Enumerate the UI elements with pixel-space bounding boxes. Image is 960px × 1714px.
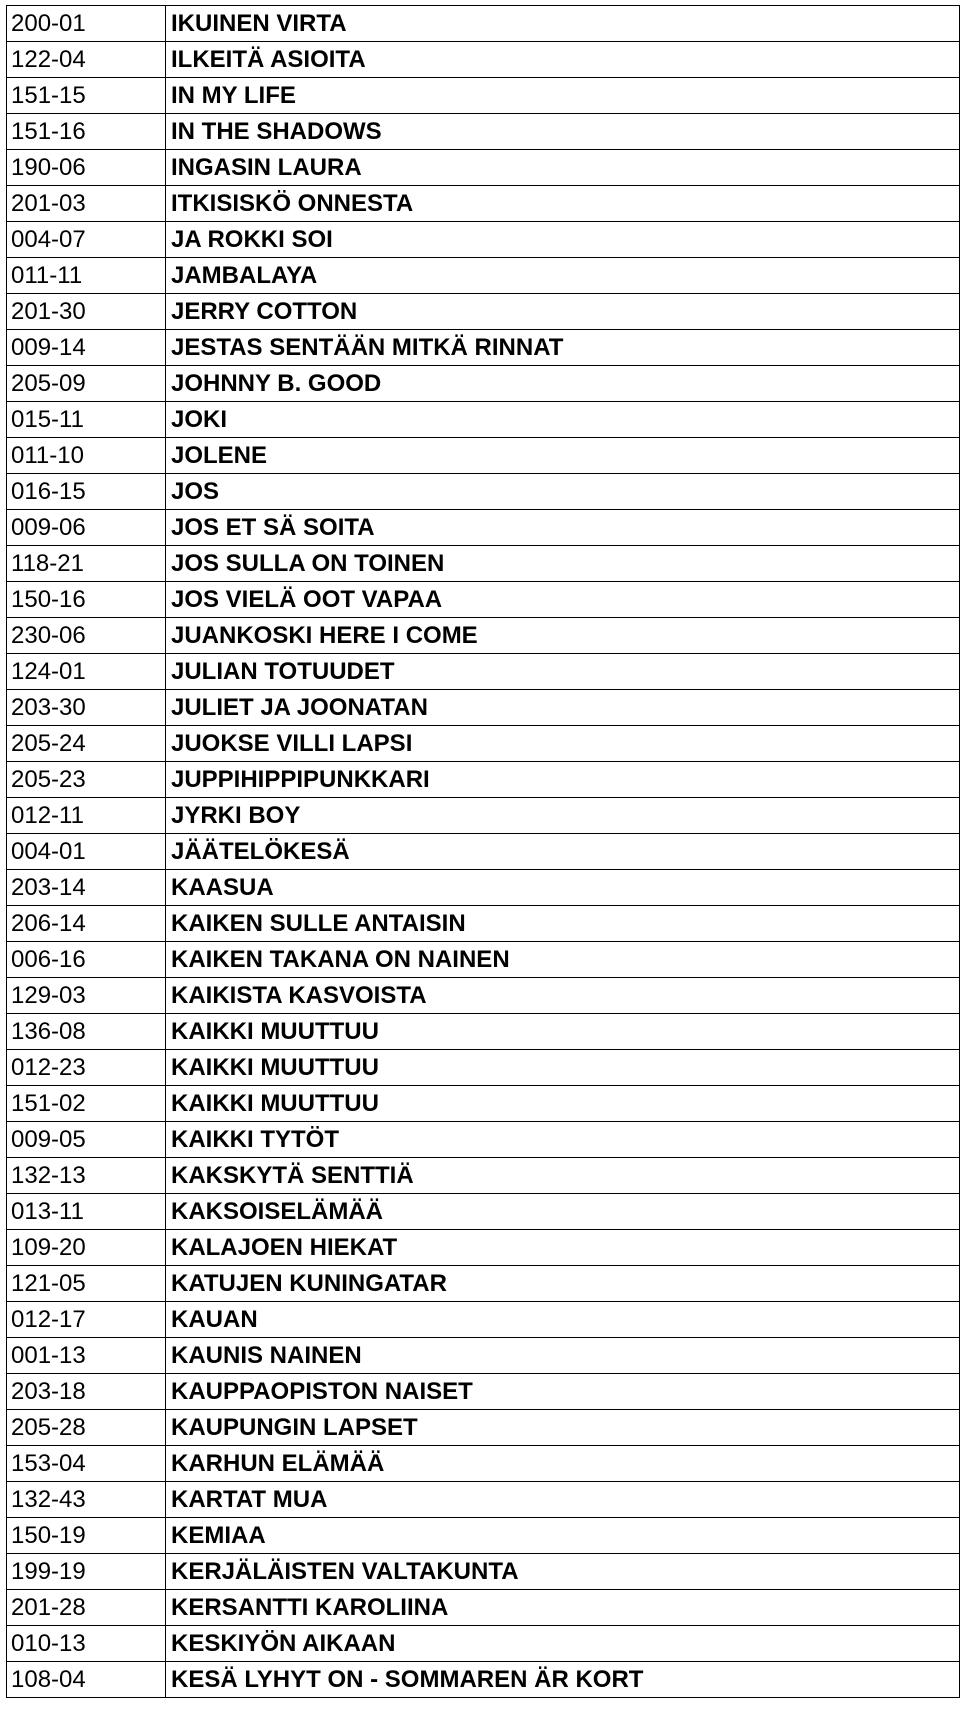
song-code-cell: 004-01 bbox=[7, 834, 166, 870]
song-title-cell: JUOKSE VILLI LAPSI bbox=[165, 726, 959, 762]
table-row bbox=[7, 294, 960, 330]
song-code-cell: 190-06 bbox=[7, 150, 166, 186]
song-code-cell: 203-14 bbox=[7, 870, 166, 906]
song-code-cell: 205-23 bbox=[7, 762, 166, 798]
song-title-cell: JOS SULLA ON TOINEN bbox=[165, 546, 959, 582]
song-title-cell: KALAJOEN HIEKAT bbox=[165, 1230, 959, 1266]
song-title-cell: KAASUA bbox=[165, 870, 959, 906]
song-code-cell: 012-17 bbox=[7, 1302, 166, 1338]
song-code-cell: 009-14 bbox=[7, 330, 166, 366]
table-row bbox=[7, 1338, 960, 1374]
table-row bbox=[7, 546, 960, 582]
table-row bbox=[7, 42, 960, 78]
table-row bbox=[7, 1626, 960, 1662]
song-code-cell: 004-07 bbox=[7, 222, 166, 258]
song-code-cell: 201-03 bbox=[7, 186, 166, 222]
table-row bbox=[7, 1590, 960, 1626]
table-row bbox=[7, 1014, 960, 1050]
song-code-cell: 206-14 bbox=[7, 906, 166, 942]
song-title-cell: ITKISISKÖ ONNESTA bbox=[165, 186, 959, 222]
song-title-cell: KAIKEN SULLE ANTAISIN bbox=[165, 906, 959, 942]
table-row bbox=[7, 1446, 960, 1482]
song-code-cell: 016-15 bbox=[7, 474, 166, 510]
song-title-cell: JAMBALAYA bbox=[165, 258, 959, 294]
song-title-cell: KAUAN bbox=[165, 1302, 959, 1338]
song-code-cell: 150-19 bbox=[7, 1518, 166, 1554]
table-row bbox=[7, 906, 960, 942]
song-title-cell: KAIKKI MUUTTUU bbox=[165, 1086, 959, 1122]
song-title-cell: KAKSOISELÄMÄÄ bbox=[165, 1194, 959, 1230]
table-row bbox=[7, 978, 960, 1014]
table-row bbox=[7, 1302, 960, 1338]
table-row bbox=[7, 330, 960, 366]
song-code-cell: 012-23 bbox=[7, 1050, 166, 1086]
table-row bbox=[7, 1266, 960, 1302]
song-title-cell: JOKI bbox=[165, 402, 959, 438]
table-row bbox=[7, 1158, 960, 1194]
table-row bbox=[7, 186, 960, 222]
song-title-cell: JOHNNY B. GOOD bbox=[165, 366, 959, 402]
song-title-cell: KAUPUNGIN LAPSET bbox=[165, 1410, 959, 1446]
song-code-cell: 108-04 bbox=[7, 1662, 166, 1698]
song-title-cell: KEMIAA bbox=[165, 1518, 959, 1554]
song-title-cell: JOLENE bbox=[165, 438, 959, 474]
song-title-cell: ILKEITÄ ASIOITA bbox=[165, 42, 959, 78]
song-title-cell: KERJÄLÄISTEN VALTAKUNTA bbox=[165, 1554, 959, 1590]
table-row bbox=[7, 1374, 960, 1410]
song-code-cell: 153-04 bbox=[7, 1446, 166, 1482]
table-row bbox=[7, 510, 960, 546]
table-row bbox=[7, 1518, 960, 1554]
song-code-cell: 136-08 bbox=[7, 1014, 166, 1050]
song-title-cell: KAUNIS NAINEN bbox=[165, 1338, 959, 1374]
song-title-cell: KAIKKI MUUTTUU bbox=[165, 1050, 959, 1086]
song-title-cell: KERSANTTI KAROLIINA bbox=[165, 1590, 959, 1626]
table-row bbox=[7, 690, 960, 726]
table-row bbox=[7, 6, 960, 42]
table-row bbox=[7, 942, 960, 978]
song-code-cell: 121-05 bbox=[7, 1266, 166, 1302]
table-row bbox=[7, 438, 960, 474]
song-title-cell: JA ROKKI SOI bbox=[165, 222, 959, 258]
song-title-cell: KAKSKYTÄ SENTTIÄ bbox=[165, 1158, 959, 1194]
song-code-cell: 151-16 bbox=[7, 114, 166, 150]
table-row bbox=[7, 1410, 960, 1446]
table-row bbox=[7, 618, 960, 654]
song-title-cell: JUANKOSKI HERE I COME bbox=[165, 618, 959, 654]
song-title-cell: JOS ET SÄ SOITA bbox=[165, 510, 959, 546]
song-code-cell: 129-03 bbox=[7, 978, 166, 1014]
song-code-cell: 109-20 bbox=[7, 1230, 166, 1266]
song-title-cell: KARTAT MUA bbox=[165, 1482, 959, 1518]
song-title-cell: INGASIN LAURA bbox=[165, 150, 959, 186]
song-code-cell: 150-16 bbox=[7, 582, 166, 618]
song-code-cell: 012-11 bbox=[7, 798, 166, 834]
song-title-cell: KAIKKI MUUTTUU bbox=[165, 1014, 959, 1050]
table-row bbox=[7, 114, 960, 150]
table-row bbox=[7, 1050, 960, 1086]
table-row bbox=[7, 474, 960, 510]
song-title-cell: JERRY COTTON bbox=[165, 294, 959, 330]
song-code-cell: 132-13 bbox=[7, 1158, 166, 1194]
table-row bbox=[7, 1662, 960, 1698]
song-title-cell: KESKIYÖN AIKAAN bbox=[165, 1626, 959, 1662]
table-row bbox=[7, 726, 960, 762]
table-row bbox=[7, 1230, 960, 1266]
song-code-cell: 201-30 bbox=[7, 294, 166, 330]
song-title-cell: JUPPIHIPPIPUNKKARI bbox=[165, 762, 959, 798]
song-code-cell: 006-16 bbox=[7, 942, 166, 978]
song-code-cell: 151-15 bbox=[7, 78, 166, 114]
song-title-cell: JULIET JA JOONATAN bbox=[165, 690, 959, 726]
song-title-cell: KATUJEN KUNINGATAR bbox=[165, 1266, 959, 1302]
table-row bbox=[7, 870, 960, 906]
song-code-cell: 230-06 bbox=[7, 618, 166, 654]
song-title-cell: IN THE SHADOWS bbox=[165, 114, 959, 150]
song-title-cell: IN MY LIFE bbox=[165, 78, 959, 114]
song-title-cell: KAIKEN TAKANA ON NAINEN bbox=[165, 942, 959, 978]
song-code-cell: 122-04 bbox=[7, 42, 166, 78]
table-row bbox=[7, 78, 960, 114]
table-row bbox=[7, 150, 960, 186]
song-title-cell: KAIKISTA KASVOISTA bbox=[165, 978, 959, 1014]
song-code-cell: 203-30 bbox=[7, 690, 166, 726]
song-code-cell: 200-01 bbox=[7, 6, 166, 42]
song-title-cell: JESTAS SENTÄÄN MITKÄ RINNAT bbox=[165, 330, 959, 366]
song-code-cell: 011-10 bbox=[7, 438, 166, 474]
table-row bbox=[7, 258, 960, 294]
song-code-cell: 151-02 bbox=[7, 1086, 166, 1122]
song-code-cell: 205-09 bbox=[7, 366, 166, 402]
song-title-cell: JÄÄTELÖKESÄ bbox=[165, 834, 959, 870]
table-row bbox=[7, 402, 960, 438]
song-title-cell: KESÄ LYHYT ON - SOMMAREN ÄR KORT bbox=[165, 1662, 959, 1698]
song-code-cell: 132-43 bbox=[7, 1482, 166, 1518]
table-row bbox=[7, 366, 960, 402]
table-row bbox=[7, 834, 960, 870]
song-code-cell: 001-13 bbox=[7, 1338, 166, 1374]
table-row bbox=[7, 222, 960, 258]
table-row bbox=[7, 1194, 960, 1230]
song-code-cell: 118-21 bbox=[7, 546, 166, 582]
table-row bbox=[7, 1482, 960, 1518]
song-code-cell: 205-24 bbox=[7, 726, 166, 762]
song-title-cell: KAIKKI TYTÖT bbox=[165, 1122, 959, 1158]
song-title-cell: KAUPPAOPISTON NAISET bbox=[165, 1374, 959, 1410]
song-title-cell: JULIAN TOTUUDET bbox=[165, 654, 959, 690]
song-list-table bbox=[6, 5, 960, 1698]
song-title-cell: IKUINEN VIRTA bbox=[165, 6, 959, 42]
song-code-cell: 013-11 bbox=[7, 1194, 166, 1230]
song-code-cell: 015-11 bbox=[7, 402, 166, 438]
song-code-cell: 009-06 bbox=[7, 510, 166, 546]
table-row bbox=[7, 1554, 960, 1590]
table-row bbox=[7, 762, 960, 798]
table-row bbox=[7, 654, 960, 690]
song-title-cell: JOS VIELÄ OOT VAPAA bbox=[165, 582, 959, 618]
song-code-cell: 124-01 bbox=[7, 654, 166, 690]
song-title-cell: JOS bbox=[165, 474, 959, 510]
song-code-cell: 205-28 bbox=[7, 1410, 166, 1446]
song-code-cell: 011-11 bbox=[7, 258, 166, 294]
song-code-cell: 009-05 bbox=[7, 1122, 166, 1158]
song-code-cell: 201-28 bbox=[7, 1590, 166, 1626]
song-code-cell: 203-18 bbox=[7, 1374, 166, 1410]
table-row bbox=[7, 1122, 960, 1158]
table-row bbox=[7, 798, 960, 834]
song-title-cell: KARHUN ELÄMÄÄ bbox=[165, 1446, 959, 1482]
song-title-cell: JYRKI BOY bbox=[165, 798, 959, 834]
table-row bbox=[7, 1086, 960, 1122]
song-code-cell: 010-13 bbox=[7, 1626, 166, 1662]
song-list-body bbox=[7, 6, 960, 1698]
table-row bbox=[7, 582, 960, 618]
song-code-cell: 199-19 bbox=[7, 1554, 166, 1590]
